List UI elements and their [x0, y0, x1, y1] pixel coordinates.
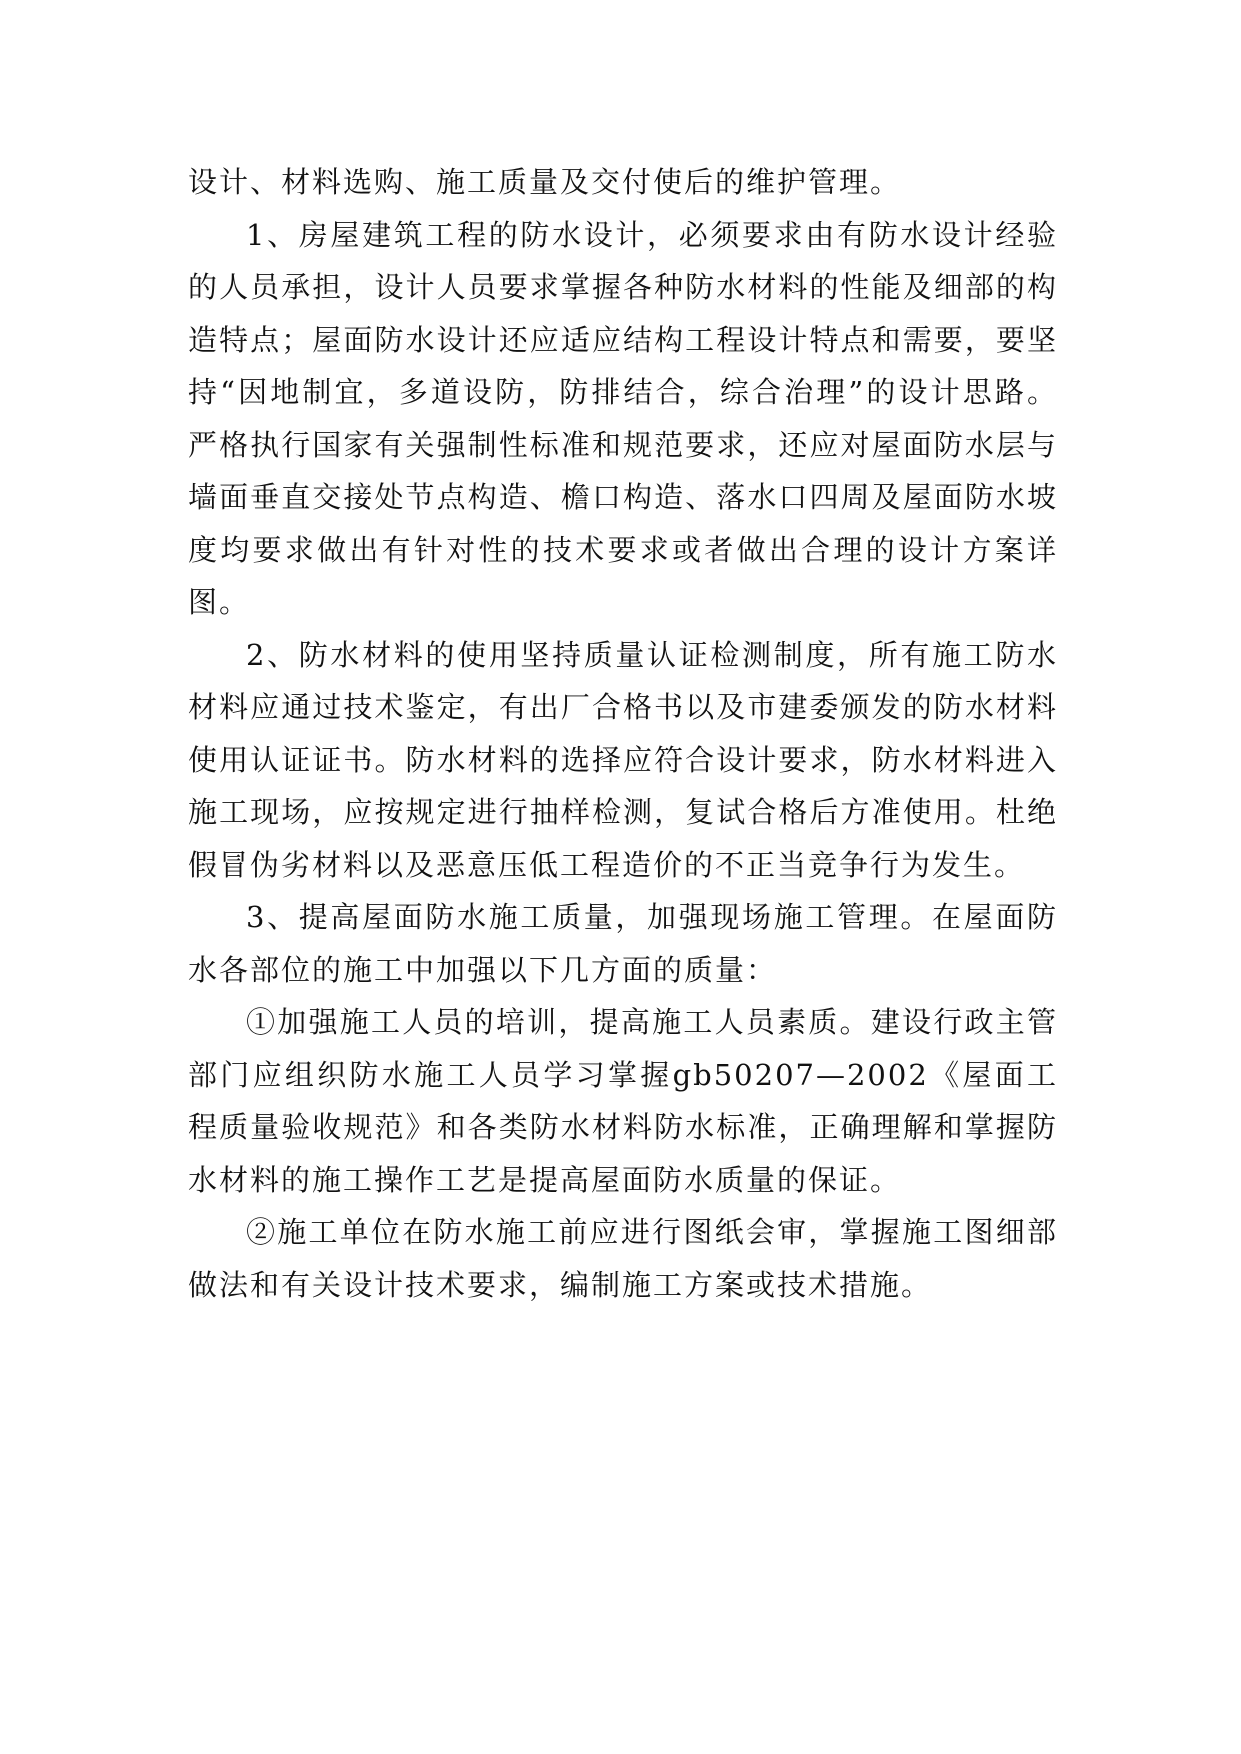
paragraph-item-3: 3、提高屋面防水施工质量，加强现场施工管理。在屋面防水各部位的施工中加强以下几方面的质量： [188, 900, 1058, 987]
paragraph-item-3-2: ②施工单位在防水施工前应进行图纸会审，掌握施工图细部做法和有关设计技术要求，编制施工方案或技术措施。 [188, 1215, 1058, 1302]
paragraph-item-1: 1、房屋建筑工程的防水设计，必须要求由有防水设计经验的人员承担，设计人员要求掌握各种防水材料的性能及细部的构造特点；屋面防水设计还应适应结构工程设计特点和需要，要坚持“因地制宜，多道设防，防排结合，综合治理”的设计思路。严格执行国家有关强制性标准和规范要求，还应对屋面防水层与墙面垂直交接处节点构造、檐口构造、落水口四周及屋面防水坡度均要求做出有针对性的技术要求或者做出合理的设计方案详图。 [188, 217, 1058, 619]
paragraph-continuation: 设计、材料选购、施工质量及交付使后的维护管理。 [188, 165, 902, 199]
paragraph-item-2: 2、防水材料的使用坚持质量认证检测制度，所有施工防水材料应通过技术鉴定，有出厂合格书以及市建委颁发的防水材料使用认证证书。防水材料的选择应符合设计要求，防水材料进入施工现场，应按规定进行抽样检测，复试合格后方准使用。杜绝假冒伪劣材料以及恶意压低工程造价的不正当竞争行为发生。 [188, 637, 1058, 882]
paragraph-item-3-1: ①加强施工人员的培训，提高施工人员素质。建设行政主管部门应组织防水施工人员学习掌握gb50207—2002《屋面工程质量验收规范》和各类防水材料防水标准，正确理解和掌握防水材料的施工操作工艺是提高屋面防水质量的保证。 [188, 1005, 1058, 1197]
document-body [188, 156, 1058, 1311]
